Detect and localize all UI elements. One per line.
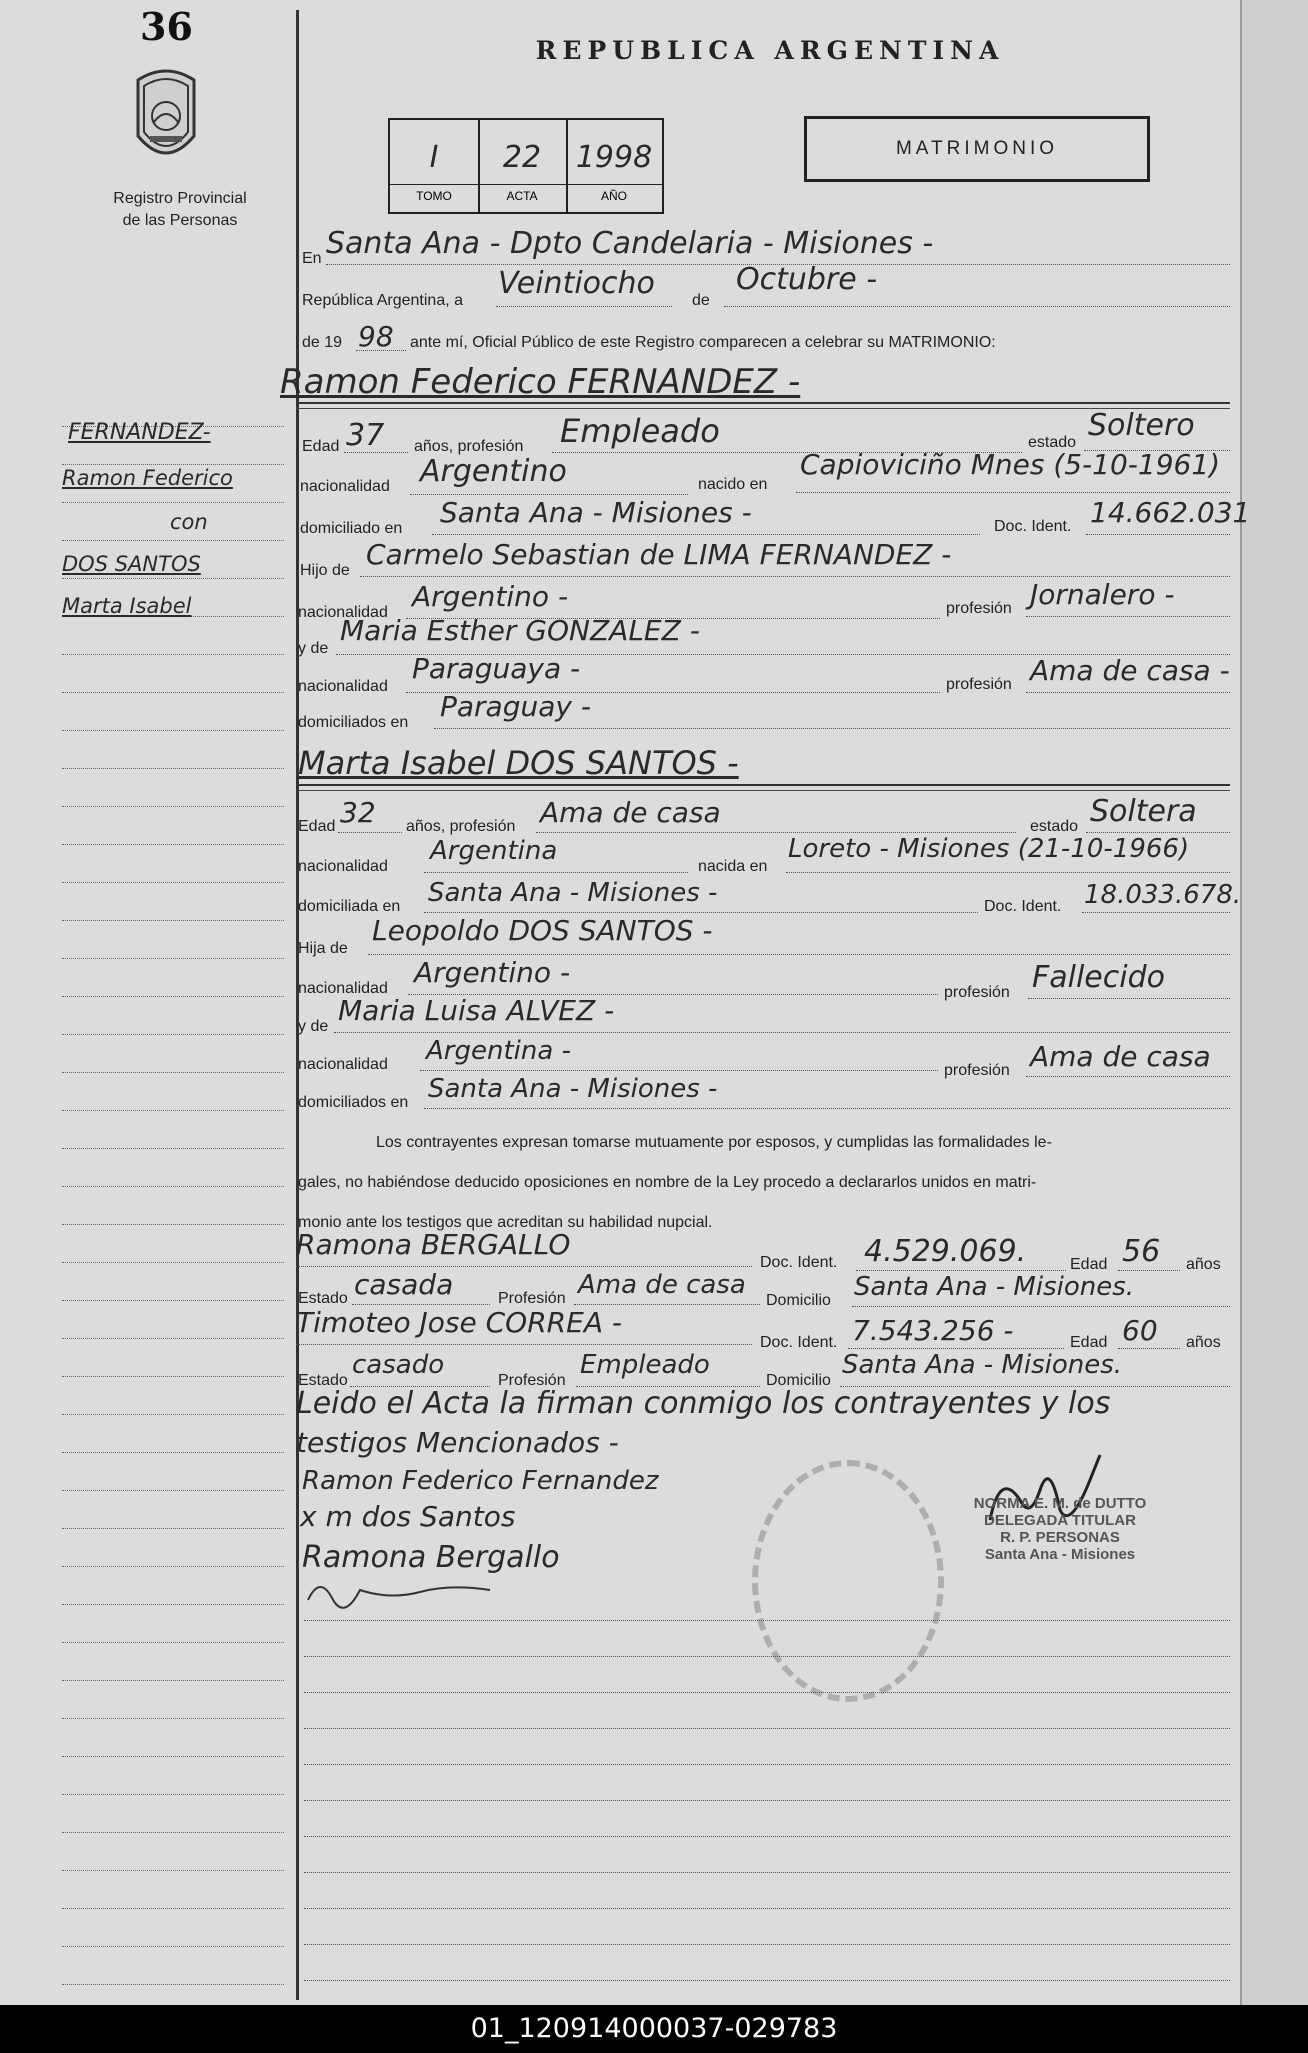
- margin-ruled-line: [62, 1414, 284, 1415]
- ruled-line: [304, 1800, 1230, 1801]
- ruled-line: [304, 1728, 1230, 1729]
- margin-ruled-line: [62, 1984, 284, 1985]
- label-witness-domicilio: Domicilio: [766, 1292, 831, 1309]
- label-witness-estado: Estado: [298, 1290, 348, 1307]
- bride-mother: Maria Luisa ALVEZ -: [338, 994, 615, 1027]
- margin-note-line: FERNANDEZ-: [68, 420, 211, 445]
- page-edge: [1240, 0, 1308, 2005]
- label-witness-edad: Edad: [1070, 1334, 1108, 1351]
- groom-mother: Maria Esther GONZALEZ -: [340, 614, 700, 647]
- label-nacionalidad: nacionalidad: [298, 678, 388, 695]
- bride-nationality: Argentina: [430, 836, 558, 866]
- label-witness-anos: años: [1186, 1334, 1221, 1351]
- official-stamp-line: DELEGADA TITULAR: [984, 1512, 1136, 1529]
- margin-ruled-line: [62, 1376, 284, 1377]
- margin-ruled-line: [62, 1338, 284, 1339]
- ruled-line: [304, 1872, 1230, 1873]
- label-estado: estado: [1030, 818, 1079, 835]
- margin-ruled-line: [62, 1034, 284, 1035]
- margin-ruled-line: [62, 464, 284, 465]
- margin-ruled-line: [62, 540, 284, 541]
- groom-father-nationality: Argentino -: [412, 580, 569, 613]
- round-stamp: [752, 1460, 944, 1702]
- declaration-line-2: gales, no habiéndose deducido oposiciones en nombre de la Ley procedo a declararlos unidos en matri-: [298, 1174, 1037, 1191]
- bride-parents-residence: Santa Ana - Misiones -: [428, 1074, 718, 1104]
- groom-occupation: Empleado: [560, 412, 720, 450]
- acta-label: ACTA: [478, 184, 566, 203]
- label-anos-profesion: años, profesión: [406, 818, 516, 835]
- witness-1-name: Ramona BERGALLO: [296, 1228, 571, 1261]
- margin-note-line: con: [170, 510, 208, 534]
- groom-father-occupation: Jornalero -: [1030, 578, 1175, 611]
- ano-value: 1998: [575, 140, 653, 175]
- ruled-line: [304, 1908, 1230, 1909]
- label-domiciliado-en: domiciliado en: [300, 520, 403, 537]
- groom-birthplace: Capioviciño Mnes (5-10-1961): [800, 448, 1221, 481]
- label-witness-profesion: Profesión: [498, 1290, 566, 1307]
- witness-1-marital-status: casada: [354, 1268, 454, 1301]
- margin-ruled-line: [62, 1908, 284, 1909]
- margin-ruled-line: [62, 806, 284, 807]
- bride-father-occupation: Fallecido: [1032, 960, 1165, 995]
- closing-line-1: Leido el Acta la firman conmigo los contrayentes y los: [296, 1386, 1111, 1421]
- bride-name: Marta Isabel DOS SANTOS -: [298, 744, 739, 782]
- margin-ruled-line: [62, 1870, 284, 1871]
- official-stamp: [930, 1495, 1190, 1605]
- ano-label: AÑO: [566, 184, 662, 203]
- margin-ruled-line: [62, 1566, 284, 1567]
- label-hijo-de: Hijo de: [300, 562, 350, 579]
- tomo-value: I: [429, 140, 439, 175]
- margin-ruled-line: [62, 1604, 284, 1605]
- label-profesion: profesión: [944, 984, 1010, 1001]
- label-en: En: [302, 250, 322, 267]
- ano-cell: [566, 120, 662, 212]
- acta-cell: [478, 120, 568, 212]
- label-nacido-en: nacido en: [698, 476, 768, 493]
- margin-note-line: Marta Isabel: [62, 594, 192, 618]
- label-witness-anos: años: [1186, 1256, 1221, 1273]
- bride-residence: Santa Ana - Misiones -: [428, 878, 718, 908]
- signature-groom: Ramon Federico Fernandez: [302, 1466, 659, 1496]
- label-nacionalidad: nacionalidad: [298, 980, 388, 997]
- signature-bride: x m dos Santos: [300, 1500, 516, 1533]
- label-nacionalidad: nacionalidad: [298, 1056, 388, 1073]
- margin-ruled-line: [62, 730, 284, 731]
- margin-ruled-line: [62, 1110, 284, 1111]
- label-ante-mi: ante mí, Oficial Público de este Registro comparecen a celebrar su MATRIMONIO:: [410, 334, 996, 351]
- margin-ruled-line: [62, 882, 284, 883]
- signature-witness-2-scribble: [300, 1570, 500, 1610]
- ruled-line: [304, 1980, 1230, 1981]
- day-value: Veintiocho: [498, 266, 655, 301]
- label-nacionalidad: nacionalidad: [298, 604, 388, 621]
- bride-marital-status: Soltera: [1090, 794, 1197, 829]
- tomo-label: TOMO: [390, 184, 478, 203]
- witness-1-age: 56: [1122, 1234, 1161, 1269]
- label-anos-profesion: años, profesión: [414, 438, 524, 455]
- label-witness-profesion: Profesión: [498, 1372, 566, 1389]
- label-witness-edad: Edad: [1070, 1256, 1108, 1273]
- tomo-cell: [390, 120, 480, 212]
- groom-residence: Santa Ana - Misiones -: [440, 496, 752, 529]
- closing-line-2: testigos Mencionados -: [296, 1426, 619, 1459]
- record-box: [388, 118, 664, 214]
- month-value: Octubre -: [736, 262, 878, 297]
- year-value: 98: [358, 320, 394, 353]
- margin-ruled-line: [62, 654, 284, 655]
- ruled-line: [304, 1944, 1230, 1945]
- witness-2-age: 60: [1122, 1314, 1158, 1347]
- witness-2-doc-id: 7.543.256 -: [852, 1314, 1014, 1347]
- label-witness-doc-ident: Doc. Ident.: [760, 1334, 838, 1351]
- margin-ruled-line: [62, 1832, 284, 1833]
- groom-doc-id: 14.662.031: [1090, 496, 1251, 529]
- label-domiciliados-en: domiciliados en: [298, 1094, 409, 1111]
- label-hija-de: Hija de: [298, 940, 348, 957]
- label-witness-doc-ident: Doc. Ident.: [760, 1254, 838, 1271]
- groom-mother-nationality: Paraguaya -: [412, 652, 581, 685]
- witness-1-residence: Santa Ana - Misiones.: [854, 1272, 1135, 1302]
- margin-ruled-line: [62, 1946, 284, 1947]
- margin-ruled-line: [62, 1680, 284, 1681]
- label-witness-estado: Estado: [298, 1372, 348, 1389]
- ruled-line: [304, 1836, 1230, 1837]
- margin-ruled-line: [62, 1528, 284, 1529]
- label-nacionalidad: nacionalidad: [298, 858, 388, 875]
- margin-ruled-line: [62, 1148, 284, 1149]
- margin-ruled-line: [62, 1300, 284, 1301]
- groom-marital-status: Soltero: [1088, 408, 1195, 443]
- witness-2-occupation: Empleado: [580, 1350, 710, 1380]
- label-domiciliados-en: domiciliados en: [298, 714, 409, 731]
- declaration-line-3: monio ante los testigos que acreditan su habilidad nupcial.: [298, 1214, 713, 1231]
- bride-doc-id: 18.033.678.: [1084, 880, 1242, 910]
- groom-nationality: Argentino: [420, 454, 567, 489]
- groom-parents-residence: Paraguay -: [440, 690, 591, 723]
- page-number: 36: [140, 4, 193, 49]
- label-domiciliada-en: domiciliada en: [298, 898, 401, 915]
- label-nacionalidad: nacionalidad: [300, 478, 390, 495]
- label-edad: Edad: [302, 438, 340, 455]
- margin-ruled-line: [62, 1490, 284, 1491]
- acta-value: 22: [502, 140, 542, 175]
- place-value: Santa Ana - Dpto Candelaria - Misiones -: [326, 226, 934, 261]
- ruled-line: [304, 1656, 1230, 1657]
- label-estado: estado: [1028, 434, 1077, 451]
- bride-father-nationality: Argentino -: [414, 956, 571, 989]
- label-doc-ident: Doc. Ident.: [984, 898, 1062, 915]
- registry-label: [80, 188, 280, 232]
- groom-name: Ramon Federico FERNANDEZ -: [280, 362, 801, 402]
- label-y-de: y de: [298, 640, 329, 657]
- margin-note-line: DOS SANTOS: [62, 552, 201, 576]
- label-profesion: profesión: [946, 676, 1012, 693]
- margin-ruled-line: [62, 692, 284, 693]
- margin-ruled-line: [62, 958, 284, 959]
- margin-ruled-line: [62, 1718, 284, 1719]
- label-profesion: profesión: [946, 600, 1012, 617]
- bride-occupation: Ama de casa: [540, 796, 721, 829]
- label-profesion: profesión: [944, 1062, 1010, 1079]
- registry-seal-icon: [130, 66, 202, 170]
- margin-ruled-line: [62, 1224, 284, 1225]
- official-stamp-line: Santa Ana - Misiones: [984, 1546, 1136, 1563]
- label-witness-domicilio: Domicilio: [766, 1372, 831, 1389]
- declaration-line-1: Los contrayentes expresan tomarse mutuamente por esposos, y cumplidas las formalidades le-: [376, 1134, 1052, 1151]
- ruled-line: [304, 1764, 1230, 1765]
- margin-ruled-line: [62, 1642, 284, 1643]
- margin-divider: [296, 10, 299, 2000]
- registry-line-2: de las Personas: [122, 212, 238, 229]
- bride-mother-occupation: Ama de casa: [1030, 1040, 1211, 1073]
- bride-birthplace: Loreto - Misiones (21-10-1966): [788, 834, 1190, 864]
- groom-father: Carmelo Sebastian de LIMA FERNANDEZ -: [366, 538, 952, 571]
- margin-ruled-line: [62, 578, 284, 579]
- bride-father: Leopoldo DOS SANTOS -: [372, 914, 713, 947]
- margin-ruled-line: [62, 768, 284, 769]
- label-nacida-en: nacida en: [698, 858, 768, 875]
- label-doc-ident: Doc. Ident.: [994, 518, 1072, 535]
- registry-line-1: Registro Provincial: [113, 190, 247, 207]
- footer-id-bar: [0, 2005, 1308, 2053]
- margin-ruled-line: [62, 502, 284, 503]
- witness-1-occupation: Ama de casa: [578, 1270, 746, 1300]
- witness-1-doc-id: 4.529.069.: [864, 1234, 1027, 1269]
- official-stamp-line: R. P. PERSONAS: [1000, 1529, 1120, 1546]
- witness-2-marital-status: casado: [352, 1350, 445, 1380]
- margin-ruled-line: [62, 920, 284, 921]
- official-stamp-line: NORMA E. M. de DUTTO: [973, 1495, 1147, 1512]
- margin-note-line: Ramon Federico: [62, 466, 233, 490]
- witness-2-residence: Santa Ana - Misiones.: [842, 1350, 1123, 1380]
- ruled-line: [304, 1620, 1230, 1621]
- footer-id: 01_120914000037-029783: [470, 2013, 838, 2044]
- ruled-line: [304, 1692, 1230, 1693]
- witness-2-name: Timoteo Jose CORREA -: [296, 1306, 622, 1339]
- bride-mother-nationality: Argentina -: [426, 1036, 571, 1066]
- label-edad: Edad: [298, 818, 336, 835]
- margin-ruled-line: [62, 996, 284, 997]
- document-type: MATRIMONIO: [804, 116, 1150, 182]
- margin-ruled-line: [62, 1794, 284, 1795]
- label-y-de: y de: [298, 1018, 329, 1035]
- bride-age: 32: [340, 796, 376, 829]
- margin-ruled-line: [62, 1072, 284, 1073]
- margin-ruled-line: [62, 1262, 284, 1263]
- margin-ruled-line: [62, 1756, 284, 1757]
- country-title: REPUBLICA ARGENTINA: [535, 36, 1005, 65]
- margin-ruled-line: [62, 844, 284, 845]
- groom-mother-occupation: Ama de casa -: [1030, 654, 1230, 687]
- groom-age: 37: [346, 418, 385, 453]
- label-de-19: de 19: [302, 334, 343, 351]
- margin-ruled-line: [62, 1186, 284, 1187]
- label-republica: República Argentina, a: [302, 292, 463, 309]
- signature-witness-1: Ramona Bergallo: [302, 1540, 560, 1575]
- label-de: de: [692, 292, 710, 309]
- margin-ruled-line: [62, 1452, 284, 1453]
